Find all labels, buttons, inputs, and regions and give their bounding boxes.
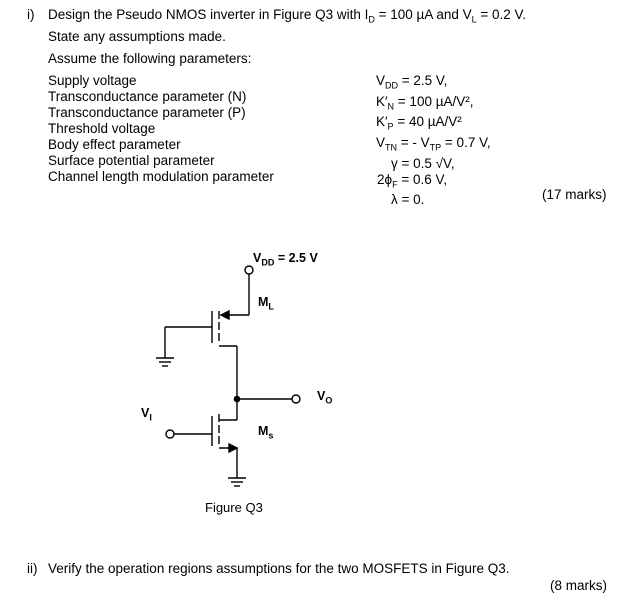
param-value-0: $V_{DD} = 2.5$ V,: [376, 73, 448, 91]
question-2-number: ii): [27, 561, 38, 576]
param-name-5: Surface potential parameter: [48, 153, 215, 168]
q1-line1-end: = 0.2 V.: [476, 7, 527, 22]
q1-line1-sub2: L: [471, 14, 477, 25]
question-1-line-2: State any assumptions made.: [48, 29, 226, 44]
vdd-label: $V_{DD} = 2.5$ V: [253, 251, 318, 268]
q1-line1-sub: D: [368, 14, 375, 25]
question-1-line-3: Assume the following parameters:: [48, 51, 252, 66]
question-2-text: Verify the operation regions assumptions for the two MOSFETS in Figure Q3.: [48, 561, 510, 576]
param-name-2: Transconductance parameter (P): [48, 105, 246, 120]
q1-line1-mid: = 100 µA and V: [374, 7, 472, 22]
vdd-terminal: [245, 266, 253, 274]
param-value-5: $2\phi_F = 0.6$ V,: [377, 171, 447, 190]
q1-line1-text: Design the Pseudo NMOS inverter in Figure Q3 with I: [48, 7, 369, 22]
nmos-source-arrow: [229, 444, 237, 452]
vo-label: $V_O$: [317, 389, 333, 406]
question-1-marks: (17 marks): [542, 187, 607, 202]
param-name-4: Body effect parameter: [48, 137, 181, 152]
vo-terminal: [292, 395, 300, 403]
ml-label: $M_L$: [258, 295, 274, 312]
question-1-number: i): [27, 7, 35, 22]
vi-terminal: [166, 430, 174, 438]
question-2-marks: (8 marks): [550, 578, 607, 593]
param-name-3: Threshold voltage: [48, 121, 156, 136]
param-name-1: Transconductance parameter (N): [48, 89, 247, 104]
ms-label: $M_s$: [258, 424, 274, 441]
vi-label: $V_I$: [141, 406, 152, 423]
param-value-4: γ = 0.5 √V,: [391, 155, 455, 171]
pmos-source-arrow: [221, 311, 229, 319]
param-value-6: λ = 0.: [391, 192, 425, 208]
param-name-6: Channel length modulation parameter: [48, 169, 274, 184]
param-value-2: $K'_P = 40$ µA/V²: [376, 114, 462, 133]
param-name-0: Supply voltage: [48, 73, 137, 88]
param-value-3: $V_{TN}$ = - $V_{TP} = 0.7$ V,: [376, 135, 491, 153]
param-value-1: $K'_N = 100$ µA/V²,: [376, 93, 474, 112]
figure-caption: Figure Q3: [205, 500, 263, 515]
